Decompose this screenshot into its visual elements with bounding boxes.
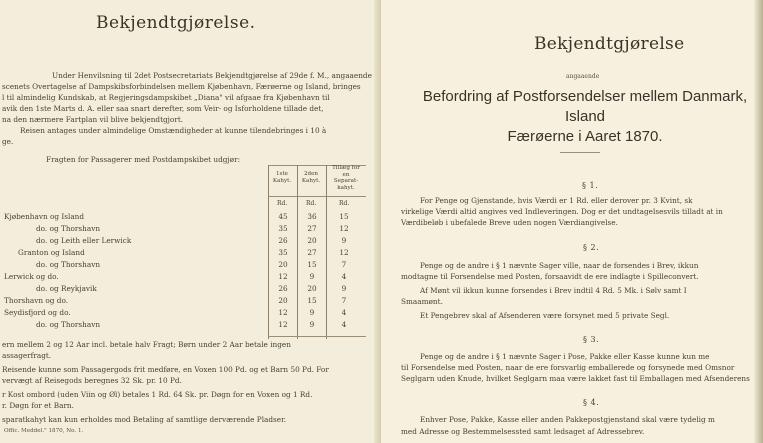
table-header-rule (268, 196, 366, 197)
note-line: Reisende kunne som Passagergods frit medføre, en Voxen 100 Pd. og et Barn 50 Pd. For (2, 365, 329, 374)
fare-cell: 20 (278, 260, 288, 269)
fare-cell: 9 (341, 284, 347, 293)
section-line: modtagne til Forsendelse med Posten, forsaavidt de ere indlagte i Spilleconvert. (401, 272, 699, 281)
section-line: virkelige Værdi altid angives ved Indleveringen. Dog er det undtagelsesvils tilladt at in (401, 207, 723, 216)
section-line: Penge og de andre i § 1 nævnte Sager i Pose, Pakke eller Kasse kunne kun me (420, 352, 710, 361)
fare-cell: 12 (278, 272, 288, 281)
fare-cell: 12 (278, 308, 288, 317)
fare-cell: 26 (278, 236, 288, 245)
fare-cell: 45 (278, 212, 288, 221)
intro-line: l til almindelig Kundskab, at Regjeringsdampskibet „Diana" vil afgaae fra Kjøbenhavn til (2, 93, 330, 102)
heading-line: Befordring af Postforsendelser mellem Danmark, Island (422, 88, 748, 125)
section-line: Seglgarn uden Knude, hvilket Seglgarn maa være lakket fast til Emballagen med Afsenderens (401, 374, 750, 383)
route-cell: do. og Thorshavn (36, 260, 101, 269)
section-line: For Penge og Gjenstande, hvis Værdi er 1 Rd. eller derover pr. 3 Kvint, sk (420, 196, 693, 205)
heading-rule (560, 152, 600, 153)
note-line: r. Døgn for et Barn. (2, 401, 74, 410)
fare-cell: 26 (278, 284, 288, 293)
section-line: Af Mønt vil ikkun kunne forsendes i Brev indtil 4 Rd. 5 Mk. i Sølv samt I (420, 286, 687, 295)
subtitle: angaaende (566, 73, 600, 80)
fare-cell: 4 (341, 320, 347, 329)
section-label: § 2. (583, 243, 600, 252)
fare-cell: 9 (309, 272, 315, 281)
route-cell: Seydisfjord og do. (4, 308, 71, 317)
column-header-second-cabin: 2den Kahyt. (301, 171, 321, 184)
note-line: vervægt af Reisegods beregnes 32 Sk. pr. 10 Pd. (2, 376, 182, 385)
fare-cell: 20 (278, 296, 288, 305)
intro-line: na den nærmere Fartplan vil blive bekjendtgjort. (2, 115, 184, 124)
section-line: Smaamønt. (401, 297, 443, 306)
intro-line: ge. (2, 137, 14, 146)
heading-line: Færøerne i Aaret 1870. (507, 128, 663, 145)
fare-cell: 12 (278, 320, 288, 329)
main-heading (405, 87, 763, 147)
left-page-title: Bekjendtgjørelse. (96, 13, 256, 33)
fare-cell: 27 (307, 224, 317, 233)
table-divider (297, 165, 298, 339)
route-cell: Lerwick og do. (4, 272, 59, 281)
route-cell: do. og Reykjavik (36, 284, 97, 293)
intro-line: Under Henvilsning til 2det Postsecretariats Bekjendtgjørelse af 29de f. M., angaaende (52, 71, 372, 80)
fare-cell: 35 (278, 248, 288, 257)
note-line: sparatkahyt kan kun erholdes mod Betaling af samtlige derværende Pladser. (2, 415, 287, 424)
table-divider (326, 165, 327, 339)
fare-cell: 35 (278, 224, 288, 233)
intro-line: Reisen antages under almindelige Omstændigheder at kunne tilendebringes i 10 à (20, 126, 327, 135)
unit-label: Rd. (339, 200, 350, 207)
table-bottom-rule (268, 336, 366, 337)
section-label: § 1. (582, 181, 599, 190)
section-line: Et Pengebrev skal af Afsenderen være forsynet med 5 private Segl. (420, 311, 670, 320)
fare-cell: 9 (341, 236, 347, 245)
fare-cell: 7 (341, 260, 347, 269)
fare-cell: 15 (307, 260, 317, 269)
route-cell: Granton og Island (18, 248, 85, 257)
column-header-separate-cabin: Tillæg for en Separat-kahyt. (332, 165, 360, 191)
fare-cell: 12 (339, 224, 349, 233)
fare-cell: 15 (307, 296, 317, 305)
fare-cell: 7 (341, 296, 347, 305)
unit-label: Rd. (277, 200, 288, 207)
fare-cell: 27 (307, 248, 317, 257)
route-cell: do. og Leith eller Lerwick (36, 236, 132, 245)
left-page (0, 0, 381, 443)
fare-cell: 4 (341, 308, 347, 317)
fare-intro: Fragten for Passagerer med Postdampskibet udgjør: (46, 155, 241, 164)
section-label: § 3. (583, 335, 600, 344)
section-line: med Adresse og Bestemmelsessted samt ledsaget af Adressebrev. (401, 427, 645, 436)
section-line: Enhver Pose, Pakke, Kasse eller anden Pakkepostgjenstand skal være tydelig m (420, 415, 715, 424)
section-line: til Forsendelse med Posten, naar de ere forsvarlig emballerede og forsynede med Omsnor (401, 363, 735, 372)
route-cell: do. og Thorshavn (36, 320, 101, 329)
fare-cell: 12 (339, 248, 349, 257)
unit-label: Rd. (306, 200, 317, 207)
fare-cell: 20 (307, 284, 317, 293)
section-line: Penge og de andre i § 1 nævnte Sager ville, naar de forsendes i Brev, ikkun (420, 261, 699, 270)
intro-line: scenets Overtagelse af Dampskibsforbindelsen mellem Kjøbenhavn, Færøerne og Island, bringes (2, 82, 361, 91)
route-cell: Thorshavn og do. (4, 296, 69, 305)
route-cell: Kjøbenhavn og Island (4, 212, 85, 221)
fare-cell: 36 (307, 212, 317, 221)
fare-cell: 20 (307, 236, 317, 245)
section-label: § 4. (583, 398, 600, 407)
section-line: Værdibeløb i ubefalede Breve uden nogen Værdiangivelse. (401, 218, 618, 227)
fare-cell: 15 (339, 212, 349, 221)
table-divider (268, 165, 269, 339)
fare-cell: 9 (309, 320, 315, 329)
page-edge (754, 0, 763, 443)
right-page-title: Bekjendtgjørelse (534, 34, 685, 54)
intro-line: avik den 1ste Marts d. A. eller saa snart derefter, som Veir- og Isforholdene tillade det, (2, 104, 324, 113)
footer-citation: Offic. Meddel." 1870, No. 1. (4, 428, 84, 434)
note-line: assagerfragt. (2, 351, 52, 360)
route-cell: do. og Thorshavn (36, 224, 101, 233)
fare-cell: 9 (309, 308, 315, 317)
note-line: r Kost ombord (uden Viin og Øl) betales 1 Rd. 64 Sk. pr. Døgn for en Voxen og 1 Rd. (2, 390, 313, 399)
note-line: ern mellem 2 og 12 Aar incl. betale halv Fragt; Børn under 2 Aar betale ingen (2, 340, 291, 349)
fare-cell: 4 (341, 272, 347, 281)
column-header-first-cabin: 1ste Kahyt. (272, 171, 292, 184)
